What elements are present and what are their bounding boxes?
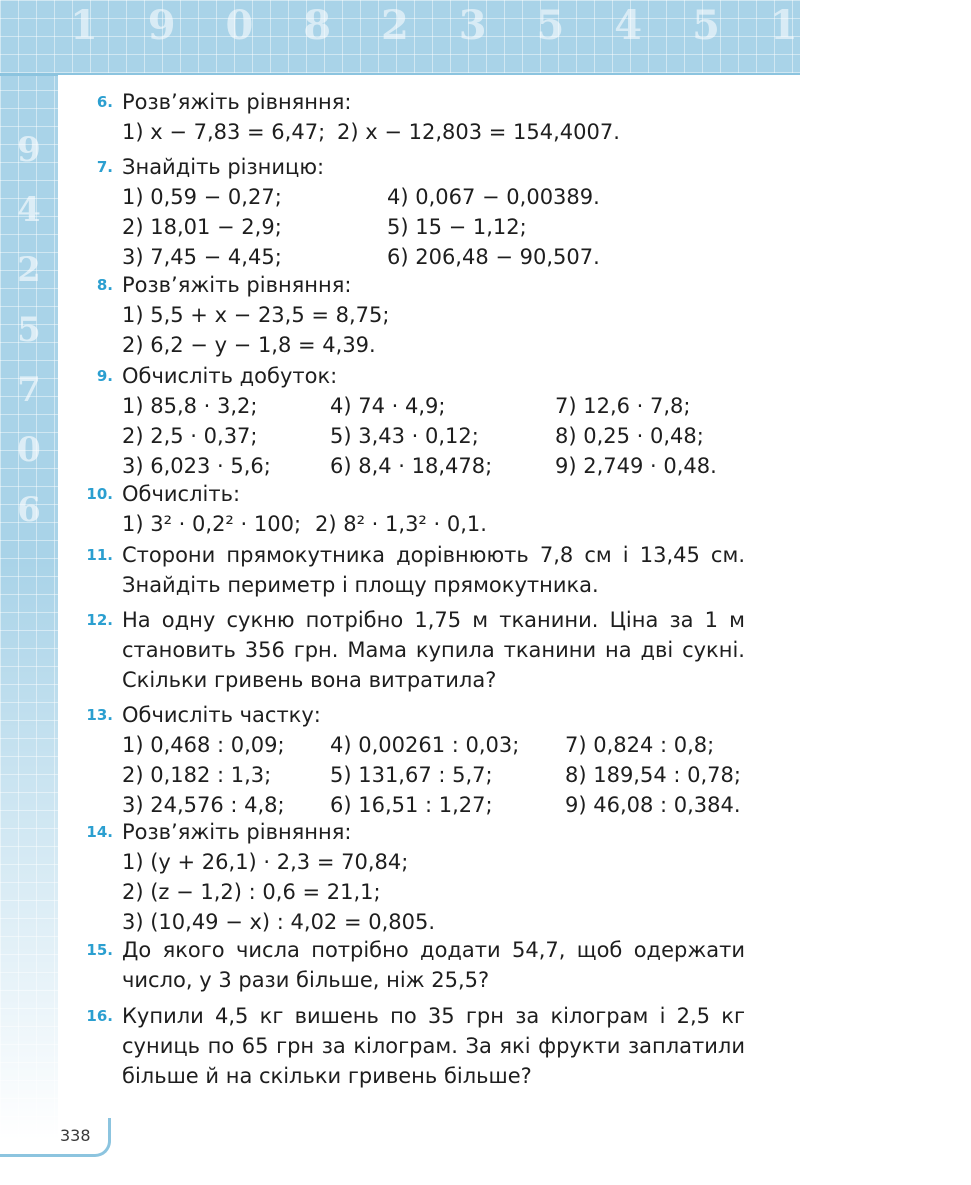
task-item: 1) 0,59 − 0,27; [122,185,282,209]
exercise-number: 6. [96,93,113,111]
task-item: 2) 2,5 · 0,37; [122,424,258,448]
task-item: 1) (y + 26,1) · 2,3 = 70,84; [122,850,409,874]
exercise-number: 15. [86,941,113,959]
exercise-number: 8. [96,276,113,294]
exercise-title: Знайдіть різницю: [122,155,325,179]
task-item: 3) 7,45 − 4,45; [122,245,282,269]
page-number: 338 [60,1126,91,1145]
exercise-number: 7. [96,158,113,176]
header-digits-decoration: 1 9 0 8 2 3 5 4 5 1 8 6 [70,2,971,49]
task-item: 5) 3,43 · 0,12; [330,424,479,448]
task-item: 4) 74 · 4,9; [330,394,446,418]
exercise-title: Обчисліть добуток: [122,364,338,388]
task-item: 5) 131,67 : 5,7; [330,763,493,787]
exercise-number: 9. [96,367,113,385]
task-item: 5) 15 − 1,12; [387,215,527,239]
margin-digit: 0 [17,430,41,470]
task-item: 1) 5,5 + x − 23,5 = 8,75; [122,303,390,327]
exercise-text: Купили 4,5 кг вишень по 35 грн за кілограм і 2,5 кг суниць по 65 грн за кілограм. За які фрукти заплатили більше й на скільки гривень більше? [122,1004,745,1088]
task-item: 3) 6,023 · 5,6; [122,454,271,478]
task-item: 4) 0,067 − 0,00389. [387,185,600,209]
exercise-text: До якого числа потрібно додати 54,7, щоб одержати число, у 3 рази більше, ніж 25,5? [122,938,745,992]
task-item: 8) 0,25 · 0,48; [555,424,704,448]
exercise-text: На одну сукню потрібно 1,75 м тканини. Ціна за 1 м становить 356 грн. Мама купила тканини на дві сукні. Скільки гривень вона витратила? [122,608,745,692]
exercise-title: Розв’яжіть рівняння: [122,820,352,844]
margin-digit: 2 [17,250,41,290]
task-item: 3) 24,576 : 4,8; [122,793,285,817]
task-item: 2) (z − 1,2) : 0,6 = 21,1; [122,880,381,904]
exercise-title: Розв’яжіть рівняння: [122,273,352,297]
task-item: 2) 0,182 : 1,3; [122,763,272,787]
task-item: 3) (10,49 − x) : 4,02 = 0,805. [122,910,436,934]
exercise-number: 13. [86,706,113,724]
margin-digit: 7 [17,370,41,410]
task-item: 2) 6,2 − y − 1,8 = 4,39. [122,333,376,357]
exercise-number: 10. [86,485,113,503]
task-item: 1) 3² · 0,2² · 100; [122,512,302,536]
task-item: 6) 16,51 : 1,27; [330,793,493,817]
margin-digit: 4 [17,190,41,230]
task-item: 8) 189,54 : 0,78; [565,763,741,787]
task-item: 2) 8² · 1,3² · 0,1. [315,512,487,536]
exercise-number: 14. [86,823,113,841]
margin-digit: 6 [17,490,41,530]
exercise-number: 16. [86,1007,113,1025]
task-item: 2) 18,01 − 2,9; [122,215,282,239]
task-item: 6) 8,4 · 18,478; [330,454,493,478]
exercise-title: Обчисліть частку: [122,703,321,727]
exercise-text: Сторони прямокутника дорівнюють 7,8 см і 13,45 см. Знайдіть периметр і площу прямокутника. [122,543,745,597]
task-item: 1) 0,468 : 0,09; [122,733,285,757]
task-item: 2) x − 12,803 = 154,4007. [337,120,620,144]
margin-digit: 9 [17,130,41,170]
task-item: 1) 85,8 · 3,2; [122,394,258,418]
task-item: 4) 0,00261 : 0,03; [330,733,520,757]
task-item: 7) 0,824 : 0,8; [565,733,715,757]
exercise-title: Обчисліть: [122,482,241,506]
exercise-number: 12. [86,611,113,629]
margin-digits-decoration [6,120,52,540]
task-item: 7) 12,6 · 7,8; [555,394,691,418]
task-item: 9) 2,749 · 0,48. [555,454,717,478]
task-item: 6) 206,48 − 90,507. [387,245,600,269]
task-item: 1) x − 7,83 = 6,47; [122,120,326,144]
task-item: 9) 46,08 : 0,384. [565,793,741,817]
margin-digit: 5 [17,310,41,350]
exercise-title: Розв’яжіть рівняння: [122,90,352,114]
exercise-number: 11. [86,546,113,564]
